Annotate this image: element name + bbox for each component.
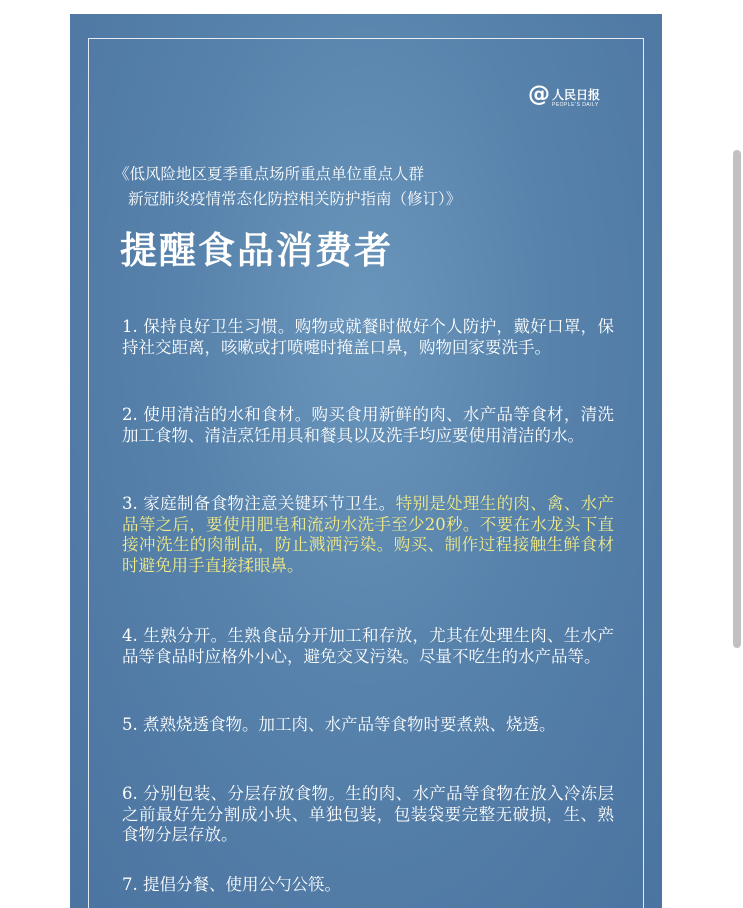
guideline-item-6 [122,784,614,846]
guideline-item-text: 5. 煮熟烧透食物。加工肉、水产品等食物时要煮熟、烧透。 [122,715,556,734]
logo-name: 人民日报 [552,88,601,102]
guideline-item-text: 3. 家庭制备食物注意关键环节卫生。 [122,494,396,513]
document-title-line2: 新冠肺炎疫情常态化防控相关防护指南（修订）》 [128,190,462,208]
guideline-item-7 [122,875,614,896]
document-title [114,162,634,212]
guideline-item-text: 4. 生熟分开。生熟食品分开加工和存放，尤其在处理生肉、生水产品等食品时应格外小心，避免交叉污染。尽量不吃生的水产品等。 [122,626,614,666]
poster [70,14,662,908]
logo-at-icon: @ [528,82,550,107]
guideline-item-text: 7. 提倡分餐、使用公勺公筷。 [122,875,341,894]
guideline-item-1 [122,317,614,358]
guideline-item-text: 1. 保持良好卫生习惯。购物或就餐时做好个人防护，戴好口罩，保持社交距离，咳嗽或打喷嚏时掩盖口鼻，购物回家要洗手。 [122,317,614,357]
guideline-item-text: 6. 分别包装、分层存放食物。生的肉、水产品等食物在放入冷冻层之前最好先分割成小块、单独包装，包装袋要完整无破损，生、熟食物分层存放。 [122,784,614,844]
document-title-line1: 《低风险地区夏季重点场所重点单位重点人群 [114,165,425,183]
guideline-item-2 [122,405,614,446]
guideline-item-4 [122,626,614,667]
guideline-item-text: 2. 使用清洁的水和食材。购买食用新鲜的肉、水产品等食材，清洗加工食物、清洁烹饪用具和餐具以及洗手均应要使用清洁的水。 [122,405,614,445]
scrollbar-thumb[interactable] [733,150,741,648]
guideline-item-3 [122,494,614,576]
peoples-daily-logo [528,80,618,114]
logo-subtitle: PEOPLE'S DAILY [552,102,599,108]
guideline-item-5 [122,715,614,736]
headline: 提醒食品消费者 [120,229,393,272]
guideline-item-highlight: 特别是处理生的肉、禽、水产品等之后，要使用肥皂和流动水洗手至少20秒。不要在水龙头下直接冲洗生的肉制品，防止溅洒污染。购买、制作过程接触生鲜食材时避免用手直接揉眼鼻。 [122,494,614,575]
